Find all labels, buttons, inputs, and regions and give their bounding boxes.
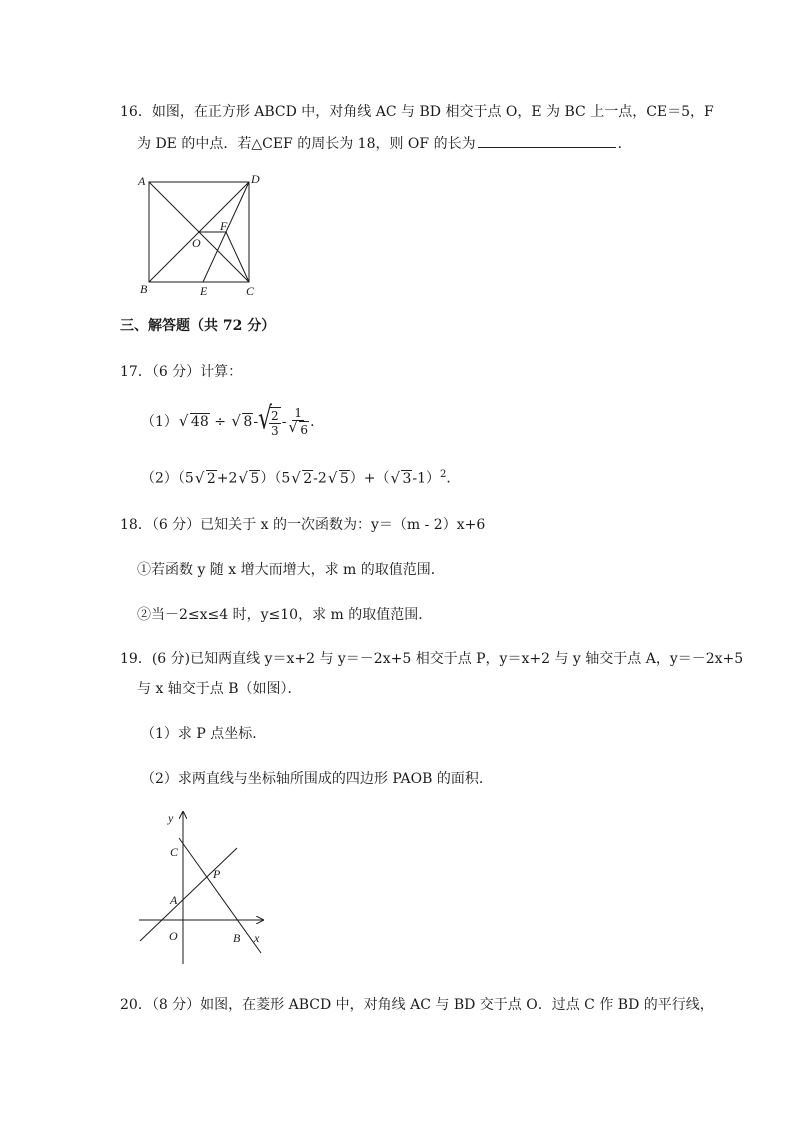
q19-part1: （1）求 P 点坐标．	[141, 726, 267, 742]
label-D: D	[251, 172, 260, 186]
q19-part2: （2）求两直线与坐标轴所围成的四边形 PAOB 的面积．	[141, 771, 493, 787]
q18-stem: 18．（6 分）已知关于 x 的一次函数为：y＝（m - 2）x+6	[120, 517, 486, 533]
label-C: C	[246, 284, 255, 298]
q20-line1: 20．（8 分）如图，在菱形 ABCD 中，对角线 AC 与 BD 交于点 O．过点 C 作 BD 的平行线，	[120, 997, 714, 1013]
answer-blank	[478, 133, 616, 148]
q16-line2	[137, 133, 632, 153]
q17-part1	[141, 401, 325, 438]
q16-line2-text: 为 DE 的中点．若△CEF 的周长为 18，则 OF 的长为	[137, 136, 476, 152]
label-E: E	[200, 284, 208, 298]
q16-line1: 16．如图，在正方形 ABCD 中，对角线 AC 与 BD 相交于点 O，E 为 BC 上一点，CE＝5，F	[120, 104, 714, 120]
q18-condition1: ①若函数 y 随 x 增大而增大，求 m 的取值范围．	[137, 562, 445, 578]
label-A: A	[170, 893, 178, 907]
q17-p2-label: （2）	[141, 470, 178, 487]
sqrt-8: √ 8	[231, 409, 253, 435]
label-P: P	[213, 867, 221, 881]
q17-part2: （2）（5√ 2+2√ 5）（5√ 2-2√ 5）+（√ 3-1）$^2$．	[141, 466, 460, 488]
q18-condition2: ②当－2≤x≤4 时，y≤10，求 m 的取值范围．	[137, 607, 433, 623]
q16-line2-end: ．	[617, 136, 632, 152]
sqrt-two-thirds: √ $\frac{2}{3}$	[258, 401, 279, 438]
label-B: B	[140, 282, 148, 296]
sqrt-48: √ 48	[179, 409, 210, 435]
q16-figure	[130, 168, 270, 303]
q19-figure	[135, 808, 270, 968]
q19-line1: 19．(6 分)已知两直线 y＝x+2 与 y＝－2x+5 相交于点 P，y＝x+2 与 y 轴交于点 A，y＝－2x+5	[120, 651, 744, 667]
label-C: C	[170, 845, 179, 859]
label-B: B	[233, 931, 241, 945]
q17-div: ÷	[214, 414, 226, 430]
label-y: y	[168, 811, 174, 825]
q17-p1-label: （1）	[141, 414, 178, 430]
q19-line2: 与 x 轴交于点 B（如图）．	[137, 681, 302, 697]
q17-minus2: -	[281, 414, 287, 430]
label-O: O	[169, 929, 178, 943]
q17-minus: -	[253, 414, 259, 430]
label-x: x	[254, 931, 260, 945]
section-heading: 三、解答题（共 72 分）	[120, 318, 276, 334]
line-y-neg2x-plus-5	[179, 838, 261, 953]
q17-p1-end: ．	[310, 414, 325, 430]
label-F: F	[220, 219, 228, 233]
frac-one-over-sqrt6: 1 √ 6	[287, 406, 309, 438]
label-O: O	[192, 236, 201, 250]
q17-stem: 17．（6 分）计算：	[120, 364, 243, 380]
label-A: A	[138, 174, 146, 188]
segment-fc	[226, 232, 249, 282]
line-y-x-plus-2	[140, 848, 237, 941]
